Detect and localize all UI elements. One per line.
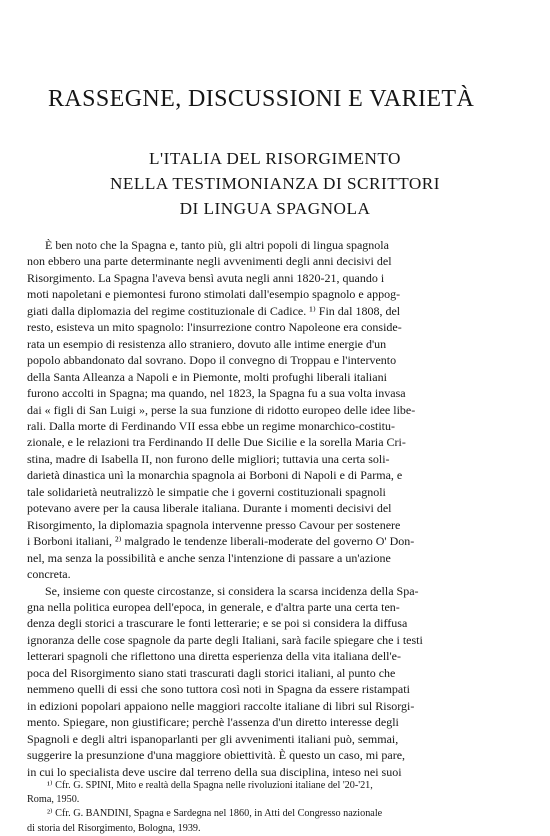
text-line: furono accolti in Spagna; ma quando, nel 1823, la Spagna fu a sua volta invasa xyxy=(27,386,406,401)
text-line: i Borboni italiani, ²⁾ malgrado le tendenze liberali-moderate del governo O' Don- xyxy=(27,534,415,549)
text-line: mento. Spiegare, non giustificare; perchè l'assenza d'un diretto interesse degli xyxy=(27,715,399,730)
text-line: poca del Risorgimento siano stati trascurati dagli storici italiani, al punto che xyxy=(27,665,396,680)
text-line: stina, madre di Isabella II, non furono delle migliori; tuttavia una certa soli- xyxy=(27,451,390,466)
text-line: resto, esisteva un mito spagnolo: l'insurrezione contro Napoleone era conside- xyxy=(27,320,402,335)
text-line: nel, ma senza la possibilità e anche senza l'intenzione di passare a un'azione xyxy=(27,550,391,565)
text-line: gna nella politica europea dell'epoca, in generale, e d'altra parte una certa ten- xyxy=(27,599,400,614)
text-line: È ben noto che la Spagna e, tanto più, gli altri popoli di lingua spagnola xyxy=(45,238,389,252)
text-line: della Santa Alleanza a Napoli e in Piemonte, molti profughi liberali italiani xyxy=(27,369,387,384)
article-title-line: NELLA TESTIMONIANZA DI SCRITTORI xyxy=(110,174,440,193)
article-title-line: DI LINGUA SPAGNOLA xyxy=(179,199,371,218)
text-line: Risorgimento, la diplomazia spagnola intervenne presso Cavour per sostenere xyxy=(27,517,401,532)
body-text xyxy=(27,237,515,780)
text-line: zionale, e le relazioni tra Ferdinando II delle Due Sicilie e la sorella Maria Cri- xyxy=(27,435,406,450)
text-line: giati dalla diplomazia del regime costituzionale di Cadice. ¹⁾ Fin dal 1808, del xyxy=(27,303,401,318)
footnotes xyxy=(27,779,515,836)
text-line: letterari spagnoli che riflettono una diretta esperienza della vita italiana dell'e- xyxy=(27,649,401,664)
footnote-line: ²⁾ Cfr. G. BANDINI, Spagna e Sardegna nel 1860, in Atti del Congresso nazionale xyxy=(47,808,383,820)
text-line: popolo abbandonato dal sovrano. Dopo il convegno di Troppau e l'intervento xyxy=(27,353,397,368)
text-line: moti napoletani e piemontesi furono stimolati dall'esempio spagnolo e appog- xyxy=(27,287,401,302)
text-line: in edizioni popolari appaiono nelle maggiori raccolte italiane di libri sul Risorgi- xyxy=(27,698,415,713)
text-line: Spagnoli e degli altri ispanoparlanti per gli avvenimenti italiani può, semmai, xyxy=(27,731,399,746)
section-title: RASSEGNE, DISCUSSIONI E VARIETÀ xyxy=(48,86,475,112)
footnote-line: di storia del Risorgimento, Bologna, 1939. xyxy=(27,822,201,834)
text-line: denza degli storici a trascurare le fonti letterarie; e se poi si considera la diffusa xyxy=(27,616,408,631)
text-line: Risorgimento. La Spagna l'aveva bensì avuta negli anni 1820-21, quando i xyxy=(27,270,385,285)
text-line: ignoranza delle cose spagnole da parte degli Italiani, sarà facile spiegare che i testi xyxy=(27,632,423,647)
article-title-line: L'ITALIA DEL RISORGIMENTO xyxy=(149,149,401,168)
text-line: rali. Dalla morte di Ferdinando VII essa ebbe un regime monarchico-costitu- xyxy=(27,418,395,433)
text-line: Se, insieme con queste circostanze, si considera la scarsa incidenza della Spa- xyxy=(45,583,419,598)
text-line: nemmeno quelli di essi che sono tuttora così noti in Spagna da essere ristampati xyxy=(27,682,410,697)
text-line: in cui lo specialista deve uscire dal terreno della sua disciplina, inteso nei suoi xyxy=(27,764,402,779)
text-line: rata un esempio di resistenza allo straniero, dovuto alle intime energie d'un xyxy=(27,336,387,351)
text-line: potevano avere per la causa liberale italiana. Durante i momenti decisivi del xyxy=(27,501,392,516)
text-line: non ebbero una parte determinante negli avvenimenti degli anni decisivi del xyxy=(27,254,392,269)
text-line: tale solidarietà neutralizzò le simpatie che i governi costituzionali spagnoli xyxy=(27,484,386,499)
text-line: concreta. xyxy=(27,567,71,582)
article-title xyxy=(40,146,510,221)
footnote-line: Roma, 1950. xyxy=(27,794,80,806)
text-line: darietà dinastica unì la monarchia spagnola ai Borboni di Napoli e di Parma, e xyxy=(27,468,403,483)
text-line: dai « figli di San Luigi », perse la sua funzione di ridotto europeo delle idee libe- xyxy=(27,402,416,417)
footnote-line: ¹⁾ Cfr. G. SPINI, Mito e realtà della Spagna nelle rivoluzioni italiane del '20-'21, xyxy=(47,780,373,791)
text-line: suggerire la presunzione d'una maggiore obiettività. È questo un caso, mi pare, xyxy=(27,748,406,763)
